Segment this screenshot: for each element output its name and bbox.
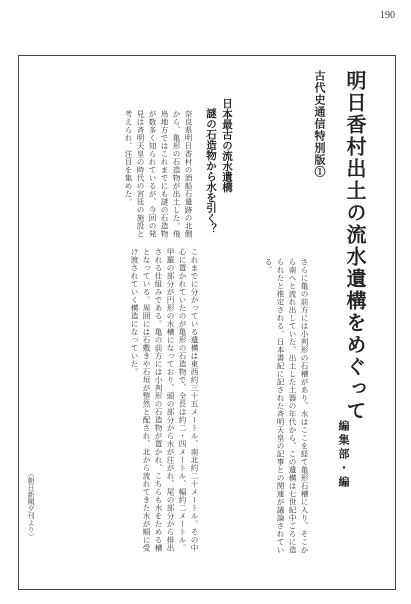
series-label: 古代史通信特別版① — [313, 70, 326, 178]
intro-text: 奈良県明日香村の酒船石遺跡の北側から、亀形の石造物が出土した。飛鳥地方ではこれまでにも謎の石造物が数多く知られているが、今回の発見は斉明天皇の時代の宮廷の施設と考えられ、注目を集めた。 — [124, 110, 193, 238]
subtitle-main: 日本最古の流水遺構 — [221, 98, 233, 193]
source-note: （朝日新聞夕刊より） — [27, 470, 35, 540]
page-number: 190 — [380, 10, 395, 21]
body-column-a: これまでに分かっている遺構は東西約三十五メートル、南北約二十メートル。その中心に置かれていたのが亀形の石造物で、全長は約二・四メートル、幅約二メートル。甲羅の部分が円形の水槽になっており、頭の部分から水が注がれ、尾の部分から排出される仕組みである。亀の前方には小判形の石造物が置かれ、こちらも水をためる槽となっている。周囲には石敷きや石垣が整然と配され、北から流れてきた水が順に受け渡されていく構造になっていた。 — [130, 248, 199, 552]
article-title: 明日香村出土の流水遺構をめぐって — [343, 70, 367, 422]
editor-credit: 編集部・編 — [337, 420, 350, 490]
subtitle-secondary: 謎の石造物から水を引く？ — [205, 108, 217, 234]
body-column-b: さらに亀の前方には小判形の石槽があり、水はここを経て亀形石槽に入り、そこから南へと流れ出していた。出土した土器の年代から、この遺構は七世紀中ごろに造られたと推定される。日本書紀に記された斉明天皇の記事との関連が議論されている。 — [264, 258, 309, 554]
